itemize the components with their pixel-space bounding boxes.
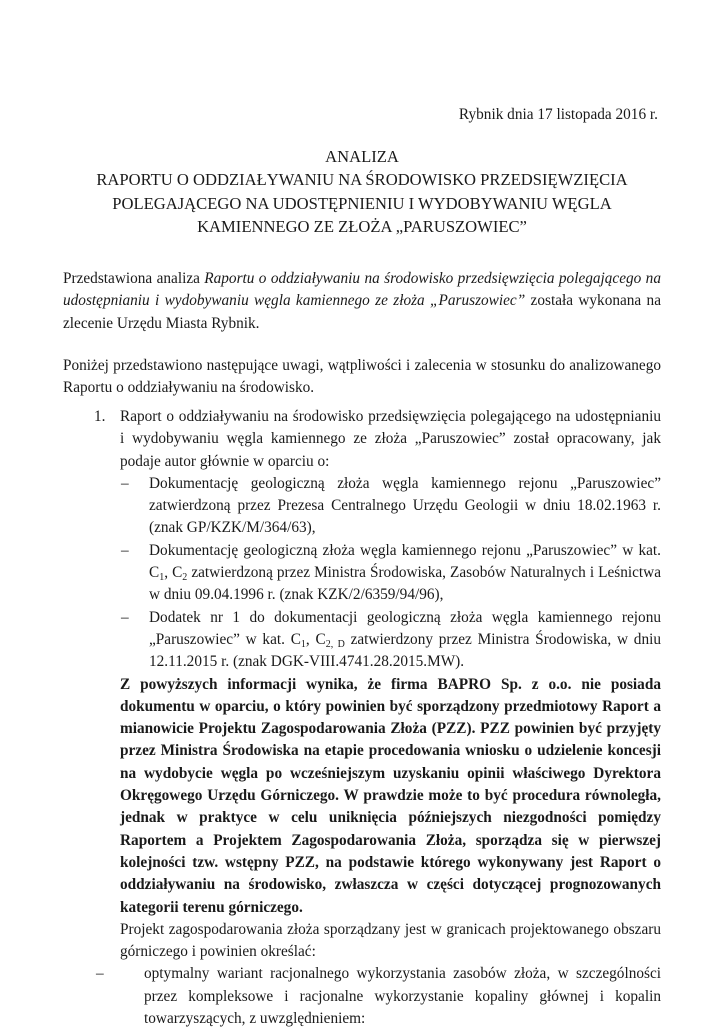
title-line-1: ANALIZA bbox=[325, 147, 399, 166]
source-c-text-2: , C bbox=[305, 630, 326, 648]
dash-bullet: – bbox=[121, 608, 129, 626]
source-item-c bbox=[120, 607, 661, 674]
remark-number: 1. bbox=[94, 408, 106, 425]
source-b-subscript-1: 1 bbox=[159, 572, 165, 584]
dash-bullet: – bbox=[121, 474, 129, 492]
source-c-text-3: zatwierdzony przez Ministra Środowiska, w dniu 12.11.2015 r. (znak DGK-VIII.4741.28.2015.MW). bbox=[149, 630, 661, 671]
source-a-text: Dokumentację geologiczną złoża węgla kamiennego rejonu „Paruszowiec” zatwierdzoną przez Prezesa Centralnego Urzędu Geologii w dniu 18.02.1963 r. (znak GP/KZK/M/364/63), bbox=[149, 474, 661, 537]
pzz-item-text: optymalny wariant racjonalnego wykorzystania zasobów złoża, w szczególności przez kompleksowe i racjonalne wykorzystanie kopaliny głównej i kopalin towarzyszących, z uwzględnieniem: bbox=[144, 965, 661, 1028]
source-item-b bbox=[120, 540, 661, 607]
document-date: Rybnik dnia 17 listopada 2016 r. bbox=[458, 106, 658, 123]
source-c-subscript-1: 1 bbox=[300, 638, 306, 650]
pzz-paragraph: Projekt zagospodarowania złoża sporządzany jest w granicach projektowanego obszaru górniczego i powinien określać: bbox=[120, 920, 661, 961]
remarks-list bbox=[63, 406, 661, 1030]
bold-conclusion: Z powyższych informacji wynika, że firma BAPRO Sp. z o.o. nie posiada dokumentu w oparciu, o który powinien być sporządzony przedmiotowy Raport a mianowicie Projektu Zagospodarowania Złoża (PZZ). PZZ powinien być przyjęty przez Ministra Środowiska na etapie procedowania wniosku o udzielenie koncesji na wydobycie węgla po wcześniejszym uzyskaniu opinii właściwego Dyrektora Okręgowego Urzędu Górniczego. W prawdzie może to być procedura równoległa, jednak w praktyce w celu uniknięcia późniejszych niezgodności pomiędzy Raportem a Projektem Zagospodarowania Złoża, sporządza się w pierwszej kolejności tzw. wstępny PZZ, na podstawie którego wykonywany jest Raport o oddziaływaniu na środowisko, zwłaszcza w części dotyczącej prognozowanych kategorii terenu górniczego. bbox=[120, 675, 661, 916]
intro-suffix: została wykonana na zlecenie Urzędu Miasta Rybnik. bbox=[63, 292, 661, 332]
source-b-text-3: zatwierdzoną przez Ministra Środowiska, Zasobów Naturalnych i Leśnictwa w dniu 09.04.1996 r. (znak KZK/2/6359/94/96), bbox=[149, 564, 661, 604]
dash-bullet: – bbox=[121, 541, 129, 559]
title-line-4: KAMIENNEGO ZE ZŁOŻA „PARUSZOWIEC” bbox=[197, 216, 527, 236]
document-title bbox=[80, 145, 644, 238]
remark-item-1 bbox=[63, 406, 661, 1030]
source-c-subscript-2: 2, D bbox=[325, 638, 345, 650]
remarks-intro-paragraph: Poniżej przedstawiono następujące uwagi, wątpliwości i zalecenia w stosunku do analizowanego Raportu o oddziaływaniu na środowisko. bbox=[63, 357, 661, 397]
sources-list bbox=[120, 473, 661, 674]
source-c-text: Dodatek nr 1 do dokumentacji geologiczną złoża węgla kamiennego rejonu „Paruszowiec” w kat. C bbox=[149, 608, 661, 648]
intro-paragraph bbox=[63, 268, 661, 335]
remark-item-1-text: Raport o oddziaływaniu na środowisko przedsięwzięcia polegającego na udostępnianiu i wydobywaniu węgla kamiennego ze złoża „Paruszowiec” został opracowany, jak podaje autor głównie w oparciu o: bbox=[120, 408, 661, 470]
source-b-text: Dokumentację geologiczną złoża węgla kamiennego rejonu „Paruszowiec” w kat. C bbox=[149, 541, 661, 582]
pzz-item bbox=[92, 963, 661, 1030]
intro-prefix: Przedstawiona analiza bbox=[63, 270, 205, 287]
source-b-subscript-2: 2 bbox=[182, 572, 188, 584]
report-title-italic: Raportu o oddziaływaniu na środowisko przedsięwzięcia polegającego na udostępnianiu i wydobywaniu węgla kamiennego ze złoża „Paruszowiec” bbox=[63, 270, 661, 310]
title-line-3: POLEGAJĄCEGO NA UDOSTĘPNIENIU I WYDOBYWANIU WĘGLA bbox=[112, 193, 612, 213]
source-item-a bbox=[120, 473, 661, 540]
title-line-2: RAPORTU O ODDZIAŁYWANIU NA ŚRODOWISKO PRZEDSIĘWZIĘCIA bbox=[96, 170, 628, 190]
dash-bullet: – bbox=[96, 965, 104, 983]
source-b-text-2: , C bbox=[164, 564, 183, 582]
